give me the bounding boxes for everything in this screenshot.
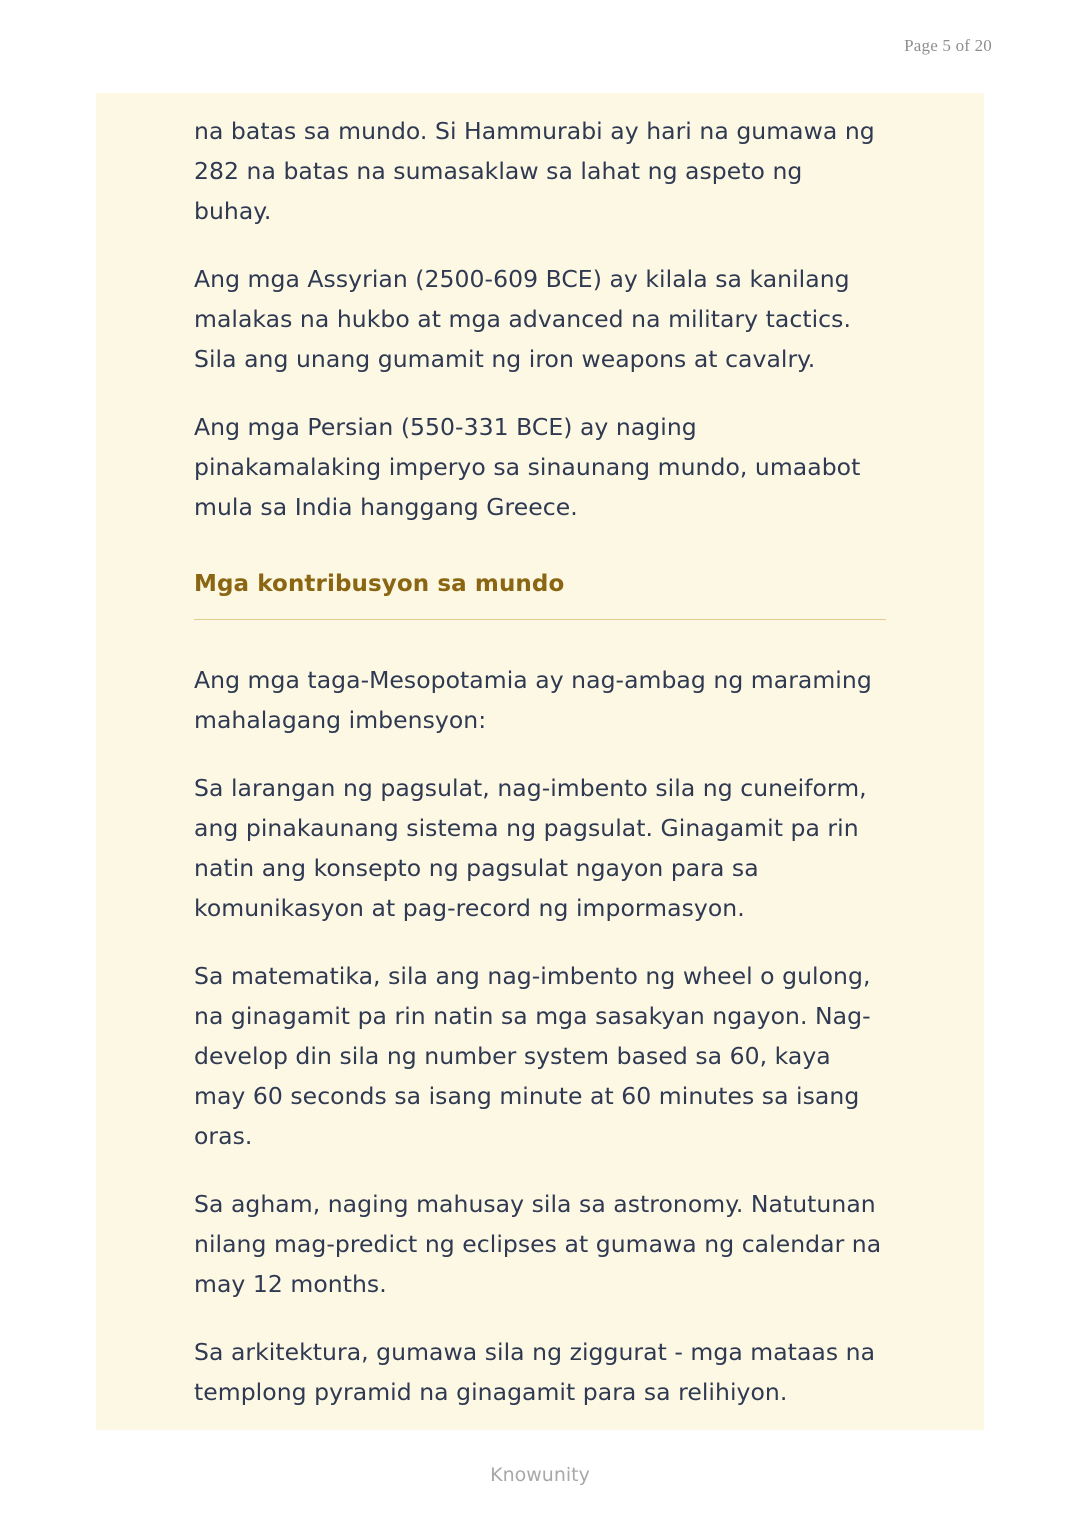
paragraph: Ang mga Persian (550-331 BCE) ay naging pinakamalaking imperyo sa sinaunang mundo, umaabot mula sa India hanggang Greece. [194,413,861,521]
section-divider [194,619,886,620]
paragraph: Sa larangan ng pagsulat, nag-imbento sila ng cuneiform, ang pinakaunang sistema ng pagsulat. Ginagamit pa rin natin ang konsepto ng pagsulat ngayon para sa komunikasyon at pag-record ng impormasyon. [194,774,867,922]
paragraph: na batas sa mundo. Si Hammurabi ay hari na gumawa ng 282 na batas na sumasaklaw sa lahat ng aspeto ng buhay. [194,117,875,225]
paragraph: Ang mga taga-Mesopotamia ay nag-ambag ng maraming mahalagang imbensyon: [194,666,872,734]
paragraph: Sa matematika, sila ang nag-imbento ng wheel o gulong, na ginagamit pa rin natin sa mga sasakyan ngayon. Nag-develop din sila ng number system based sa 60, kaya may 60 seconds sa isang minute at 60 minutes sa isang oras. [194,962,871,1150]
paragraph: Ang mga Assyrian (2500-609 BCE) ay kilala sa kanilang malakas na hukbo at mga advanced na military tactics. Sila ang unang gumamit ng iron weapons at cavalry. [194,265,851,373]
paragraph: Sa arkitektura, gumawa sila ng ziggurat - mga mataas na templong pyramid na ginagamit para sa relihiyon. [194,1338,876,1406]
footer-brand: Knowunity [490,1464,590,1486]
page-indicator: Page 5 of 20 [904,36,992,55]
section-heading: Mga kontribusyon sa mundo [194,571,565,597]
content-panel [96,93,984,1430]
paragraph: Sa agham, naging mahusay sila sa astronomy. Natutunan nilang mag-predict ng eclipses at gumawa ng calendar na may 12 months. [194,1190,882,1298]
document-body [194,93,886,1440]
